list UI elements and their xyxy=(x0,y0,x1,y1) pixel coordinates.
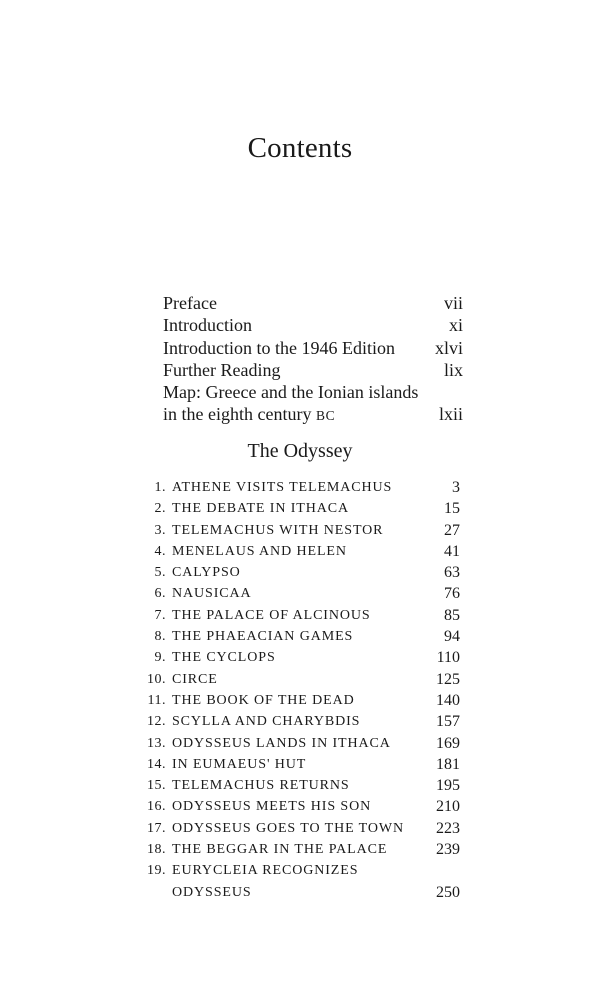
chapter-number: 13. xyxy=(147,735,166,751)
chapter-title: CALYPSO xyxy=(172,565,241,581)
chapter-number: 5. xyxy=(154,565,166,581)
chapter-title: EURYCLEIA RECOGNIZES xyxy=(172,863,359,879)
chapter-number: 2. xyxy=(154,501,166,517)
toc-entry-title: Preface xyxy=(163,293,217,313)
page-title: Contents xyxy=(247,132,353,164)
chapter-row[interactable] xyxy=(130,860,460,881)
chapter-number: 16. xyxy=(147,799,166,815)
chapter-title: THE BOOK OF THE DEAD xyxy=(172,692,355,708)
chapter-number: 17. xyxy=(147,820,166,836)
chapter-page: 85 xyxy=(444,606,460,624)
toc-entry[interactable] xyxy=(163,314,463,336)
toc-entry-page: lxii xyxy=(438,404,463,425)
chapter-row[interactable] xyxy=(130,647,460,668)
chapter-title: THE PALACE OF ALCINOUS xyxy=(172,607,371,623)
chapter-row[interactable] xyxy=(130,583,460,604)
chapter-page: 27 xyxy=(444,521,460,539)
toc-entry[interactable] xyxy=(163,292,463,314)
chapter-row[interactable] xyxy=(130,541,460,562)
toc-entry[interactable] xyxy=(163,359,463,381)
chapter-number: 6. xyxy=(154,586,166,602)
front-matter-list xyxy=(163,292,463,428)
chapter-number: 4. xyxy=(154,543,166,559)
chapter-page: 110 xyxy=(436,649,460,667)
toc-entry-page: xi xyxy=(448,315,463,336)
toc-entry-title: Introduction to the 1946 Edition xyxy=(163,337,395,358)
chapter-page: 210 xyxy=(436,798,460,816)
chapter-row[interactable] xyxy=(130,690,460,711)
chapter-title: ODYSSEUS MEETS HIS SON xyxy=(172,799,372,815)
chapter-row[interactable] xyxy=(130,562,460,583)
chapter-row[interactable] xyxy=(130,520,460,541)
toc-entry-page: xlvi xyxy=(434,337,463,358)
toc-entry-page: lix xyxy=(443,359,463,380)
chapter-page: 3 xyxy=(452,479,460,496)
chapter-number: 14. xyxy=(147,756,166,772)
chapter-row[interactable] xyxy=(130,477,460,498)
chapter-number: 8. xyxy=(154,629,166,645)
chapter-row[interactable] xyxy=(130,498,460,519)
chapter-page: 15 xyxy=(444,500,460,518)
toc-entry-continuation[interactable] xyxy=(163,403,463,427)
section-title: The Odyssey xyxy=(247,440,353,462)
chapter-title: SCYLLA AND CHARYBDIS xyxy=(172,714,361,730)
chapter-row-continuation[interactable] xyxy=(130,882,460,903)
chapter-page: 223 xyxy=(436,819,460,837)
chapter-title: IN EUMAEUS' HUT xyxy=(172,756,307,772)
chapter-row[interactable] xyxy=(130,733,460,754)
chapter-title: TELEMACHUS WITH NESTOR xyxy=(172,522,384,538)
chapter-page: 169 xyxy=(436,734,460,752)
toc-entry-title: Map: Greece and the Ionian islands xyxy=(163,382,419,403)
chapter-page: 239 xyxy=(436,841,460,859)
chapter-page: 76 xyxy=(444,585,460,603)
chapter-title: MENELAUS AND HELEN xyxy=(172,543,347,559)
chapter-title: NAUSICAA xyxy=(172,586,252,602)
chapter-page: 63 xyxy=(444,564,460,582)
chapter-number: 10. xyxy=(147,671,166,687)
chapter-number: 19. xyxy=(147,863,166,879)
chapter-page: 157 xyxy=(436,713,460,731)
toc-entry[interactable] xyxy=(163,381,463,403)
chapter-title: ODYSSEUS LANDS IN ITHACA xyxy=(172,735,391,751)
chapter-title: TELEMACHUS RETURNS xyxy=(172,778,350,794)
chapter-number xyxy=(130,882,172,903)
chapter-title: ODYSSEUS xyxy=(172,884,252,900)
chapter-number: 15. xyxy=(147,778,166,794)
toc-entry[interactable] xyxy=(163,337,463,359)
chapter-row[interactable] xyxy=(130,818,460,839)
chapter-page: 140 xyxy=(436,691,460,709)
chapter-number: 7. xyxy=(154,607,166,623)
chapter-title: CIRCE xyxy=(172,671,218,687)
chapter-number: 1. xyxy=(154,480,166,495)
chapter-number: 3. xyxy=(154,522,166,538)
chapter-row[interactable] xyxy=(130,711,460,732)
chapter-page: 181 xyxy=(436,755,460,773)
chapter-title: THE CYCLOPS xyxy=(172,650,276,666)
chapter-page: 250 xyxy=(436,883,460,901)
chapter-title: ATHENE VISITS TELEMACHUS xyxy=(172,480,393,495)
chapter-number: 12. xyxy=(147,714,166,730)
chapter-row[interactable] xyxy=(130,626,460,647)
toc-entry-title: in the eighth century BC xyxy=(163,404,336,425)
toc-entry-title: Introduction xyxy=(163,315,252,336)
chapter-row[interactable] xyxy=(130,775,460,796)
chapter-row[interactable] xyxy=(130,605,460,626)
chapter-title: THE DEBATE IN ITHACA xyxy=(172,501,350,517)
chapter-list xyxy=(130,477,460,903)
chapter-row[interactable] xyxy=(130,796,460,817)
chapter-row[interactable] xyxy=(130,669,460,690)
chapter-title: THE BEGGAR IN THE PALACE xyxy=(172,842,388,858)
chapter-number: 9. xyxy=(154,650,166,666)
chapter-row[interactable] xyxy=(130,754,460,775)
toc-entry-title: Further Reading xyxy=(163,359,281,380)
toc-entry-page: vii xyxy=(443,293,463,313)
chapter-page: 125 xyxy=(436,670,460,688)
era-suffix: BC xyxy=(315,408,336,424)
chapter-page: 195 xyxy=(436,777,460,795)
chapter-title: ODYSSEUS GOES TO THE TOWN xyxy=(172,820,405,836)
chapter-row[interactable] xyxy=(130,839,460,860)
chapter-title: THE PHAEACIAN GAMES xyxy=(172,629,354,645)
chapter-number: 11. xyxy=(147,692,166,708)
chapter-page: 94 xyxy=(444,628,460,646)
chapter-page: 41 xyxy=(444,542,460,560)
chapter-number: 18. xyxy=(147,842,166,858)
